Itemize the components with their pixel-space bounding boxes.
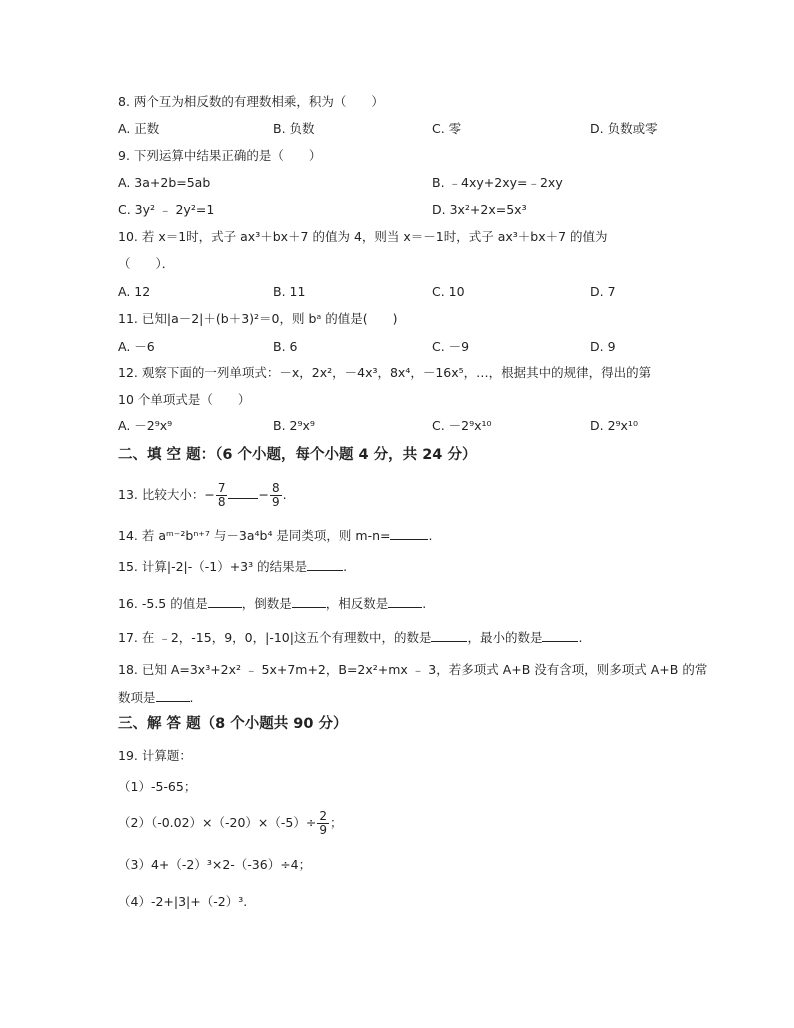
q13-f1-numerator: 7 [217,481,226,495]
q19-part-2-fraction [317,810,329,837]
q14-text: 14. 若 aᵐ⁻²bⁿ⁺⁷ 与－3a⁴b⁴ 是同类项，则 m-n= [118,528,391,543]
q11-option-d: D. 9 [590,339,616,354]
q15-text: 15. 计算|-2|-（-1）+3³ 的结果是 [118,559,308,574]
section-solve-heading: 三、解 答 题（8 个小题共 90 分） [118,716,348,732]
q15-answer-blank[interactable] [307,558,343,571]
q9-option-b: B. ﹣4xy+2xy=﹣2xy [432,175,563,190]
q19-part-3: （3）4+（-2）³×2-（-36）÷4； [118,857,312,872]
q17 [118,629,582,646]
q13-f2-numerator: 8 [271,481,280,495]
q10-option-b: B. 11 [273,284,306,299]
q15-suffix: . [343,559,348,574]
q12-stem-continued: 10 个单项式是（ ） [118,392,251,407]
q14-suffix: . [428,528,433,543]
q18-suffix: . [189,690,194,705]
q16-suffix: . [422,596,427,611]
q8-option-d: D. 负数或零 [590,121,658,136]
q13: 13. 比较大小：− $\frac{7}{8}$ − $\frac{8}{9}$ . [118,481,287,509]
q19-part-4: （4）-2+|3|+（-2）³. [118,894,248,909]
q18-line-1: 18. 已知 A=3x³+2x² ﹣ 5x+7m+2，B=2x²+mx ﹣ 3，若多项式 A+B 没有含项，则多项式 A+B 的常 [118,662,708,677]
q13-prefix: 13. 比较大小： [118,487,205,502]
q8-stem: 8. 两个互为相反数的有理数相乘，积为（ ） [118,94,384,109]
q15 [118,558,347,575]
q13-fraction-2 [270,482,282,509]
q17-suffix: . [578,630,583,645]
q12-option-b: B. 2⁹x⁹ [273,418,315,433]
q12-option-c: C. －2⁹x¹⁰ [432,418,492,433]
q12-stem: 12. 观察下面的一列单项式：－x，2x²，－4x³，8x⁴，－16x⁵，…，根据其中的规律，得出的第 [118,365,652,380]
q9-option-d: D. 3x²+2x=5x³ [432,202,527,217]
q16-blank-abs[interactable] [208,595,242,608]
q10-stem-continued: （ ）． [118,256,175,271]
q8-option-a: A. 正数 [118,121,160,136]
q14 [118,527,432,544]
q16-text-2: ，倒数是 [241,596,292,611]
q17-text-2: ，最小的数是 [467,630,543,645]
q17-blank-2[interactable] [542,629,578,642]
q16-blank-reciprocal[interactable] [292,595,326,608]
q8-option-c: C. 零 [432,121,462,136]
q13-answer-blank[interactable] [228,486,258,499]
q13-suffix: . [282,487,287,502]
q18-answer-blank[interactable] [156,689,190,702]
q16-text-1: 16. -5.5 的值是 [118,596,208,611]
q16 [118,595,426,612]
q19-part-2 [118,808,343,838]
q9-option-c: C. 3y² ﹣ 2y²=1 [118,202,215,217]
q11-option-b: B. 6 [273,339,298,354]
q12-option-a: A. －2⁹x⁹ [118,418,173,433]
q19-part-2-prefix: （2）（-0.02）×（-20）×（-5）÷ [118,815,317,830]
q18-line-2 [118,689,194,706]
q10-stem: 10. 若 x＝1时，式子 ax³＋bx＋7 的值为 4，则当 x＝－1时，式子 ax³＋bx＋7 的值为 [118,229,608,244]
q17-text-1: 17. 在 ﹣2，-15，9，0，|-10|这五个有理数中，的数是 [118,630,432,645]
q17-blank-1[interactable] [431,629,467,642]
q19-part-2-numerator: 2 [319,809,327,823]
q13-fraction-1 [216,482,228,509]
q8-option-b: B. 负数 [273,121,315,136]
q14-answer-blank[interactable] [390,527,428,540]
q11-option-a: A. －6 [118,339,155,354]
q11-option-c: C. －9 [432,339,470,354]
q19-part-2-suffix: ； [330,815,343,830]
q11-stem: 11. 已知|a－2|＋(b＋3)²＝0，则 bᵃ 的值是( ) [118,311,398,326]
q19-part-1: （1）-5-65； [118,779,197,794]
q18-text: 数项是 [118,690,156,705]
q13-f2-denominator: 9 [271,495,280,509]
q16-text-3: ，相反数是 [325,596,389,611]
q19-part-2-denominator: 9 [319,823,327,837]
q12-option-d: D. 2⁹x¹⁰ [590,418,638,433]
q9-option-a: A. 3a+2b=5ab [118,175,211,190]
q13-f1-denominator: 8 [217,495,226,509]
q10-option-a: A. 12 [118,284,151,299]
q10-option-c: C. 10 [432,284,465,299]
q19-stem: 19. 计算题： [118,748,192,763]
q16-blank-opposite[interactable] [388,595,422,608]
q10-option-d: D. 7 [590,284,616,299]
q9-stem: 9. 下列运算中结果正确的是（ ） [118,148,322,163]
section-fill-in-heading: 二、填 空 题：（6 个小题，每个小题 4 分，共 24 分） [118,447,477,463]
